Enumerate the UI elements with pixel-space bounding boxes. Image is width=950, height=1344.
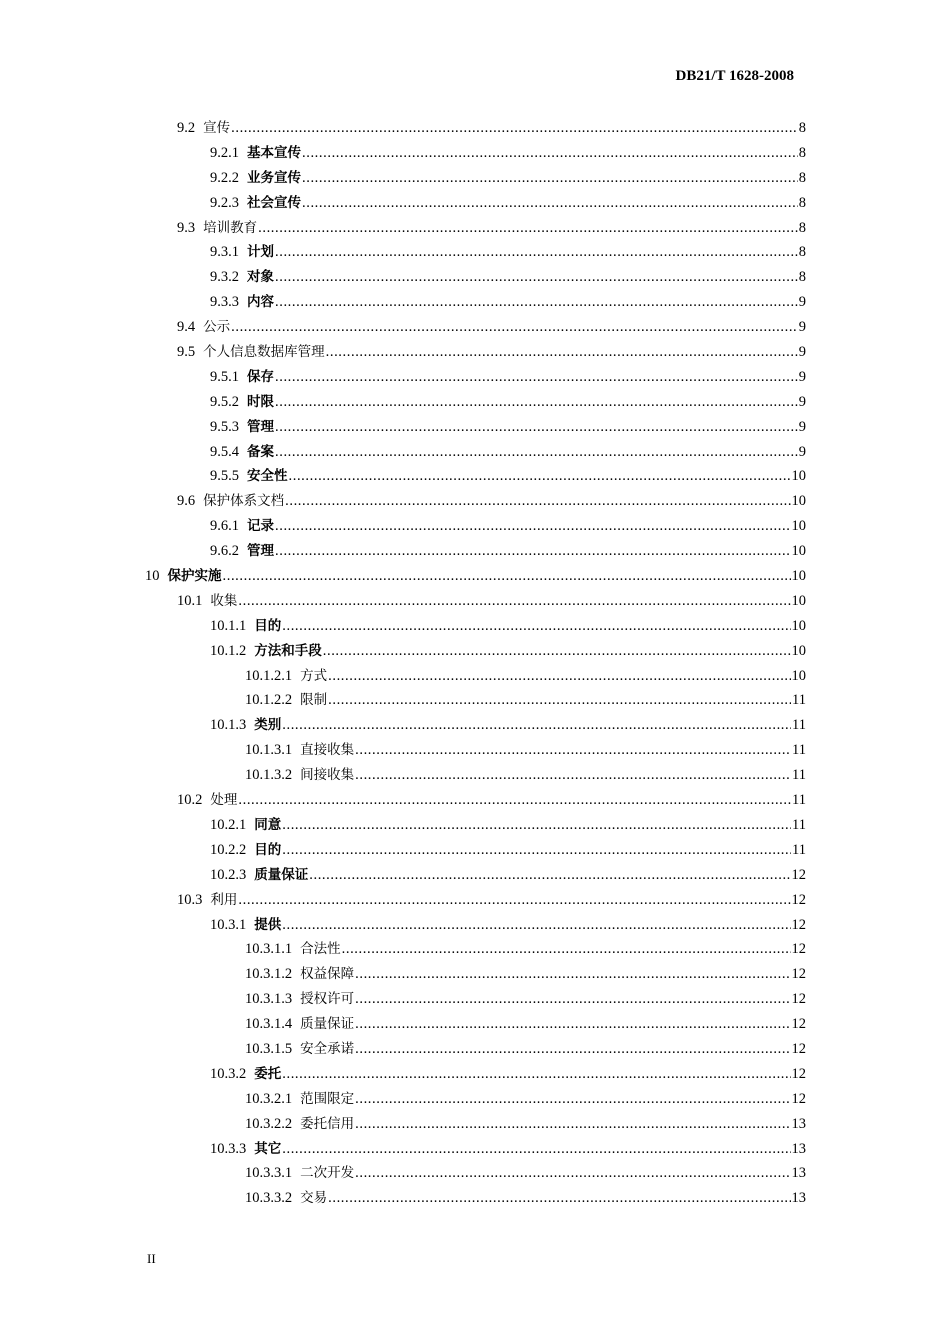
toc-entry[interactable] [0, 265, 806, 290]
toc-entry-number: 9.5.2 [210, 393, 239, 410]
page-folio: II [147, 1251, 156, 1266]
toc-entry-number: 10.3.1 [210, 916, 247, 933]
toc-entry-page: 11 [792, 717, 806, 734]
toc-entry-page: 11 [792, 767, 806, 784]
toc-entry[interactable] [0, 489, 806, 514]
toc-dot-leader [355, 987, 790, 1012]
toc-entry-number: 9.5.5 [210, 468, 239, 485]
toc-entry-number: 9.3.1 [210, 244, 239, 261]
toc-entry-number: 10.3.1.1 [245, 941, 293, 958]
toc-entry-number: 10.2 [177, 792, 203, 809]
toc-dot-leader [258, 216, 798, 241]
toc-entry[interactable] [0, 813, 806, 838]
toc-entry-number: 9.3.3 [210, 294, 239, 311]
toc-entry[interactable] [0, 738, 806, 763]
toc-dot-leader [355, 1037, 790, 1062]
toc-dot-leader [275, 240, 798, 265]
toc-entry-title: 类别 [254, 717, 282, 734]
toc-dot-leader [282, 1062, 790, 1087]
toc-entry[interactable] [0, 888, 806, 913]
toc-entry-title: 权益保障 [300, 966, 355, 983]
toc-entry-page: 8 [798, 219, 806, 236]
toc-entry-page: 12 [791, 916, 806, 933]
toc-dot-leader [282, 614, 790, 639]
toc-entry-title: 安全性 [247, 468, 288, 485]
toc-entry-number: 10.2.1 [210, 816, 247, 833]
toc-entry-title: 利用 [210, 891, 238, 908]
toc-entry-number: 10.3.1.5 [245, 1040, 293, 1057]
toc-entry-page: 11 [792, 841, 806, 858]
toc-entry[interactable] [0, 1112, 806, 1137]
toc-dot-leader [355, 1112, 790, 1137]
toc-entry-page: 12 [791, 891, 806, 908]
toc-entry-number: 10.1.2.1 [245, 667, 293, 684]
toc-entry[interactable] [0, 216, 806, 241]
toc-entry-number: 10.2.2 [210, 841, 247, 858]
toc-entry-title: 二次开发 [300, 1165, 355, 1182]
toc-dot-leader [275, 390, 798, 415]
toc-entry-title: 交易 [300, 1190, 328, 1207]
toc-entry[interactable] [0, 589, 806, 614]
toc-entry-title: 方法和手段 [254, 642, 322, 659]
toc-entry-number: 10.3.3.1 [245, 1165, 293, 1182]
toc-entry-number: 9.5.3 [210, 418, 239, 435]
toc-entry[interactable] [0, 1161, 806, 1186]
toc-entry-page: 10 [791, 617, 806, 634]
toc-entry[interactable] [0, 962, 806, 987]
toc-dot-leader [223, 564, 791, 589]
toc-dot-leader [282, 713, 791, 738]
toc-entry-title: 同意 [254, 816, 282, 833]
toc-entry-number: 9.2 [177, 120, 196, 136]
toc-dot-leader [275, 440, 798, 465]
toc-entry-page: 8 [798, 120, 806, 136]
toc-dot-leader [328, 1186, 790, 1211]
toc-entry-title: 保护体系文档 [203, 493, 285, 510]
toc-entry-title: 范围限定 [300, 1090, 355, 1107]
toc-entry-title: 限制 [300, 692, 328, 709]
toc-entry-page: 13 [791, 1140, 806, 1157]
toc-entry-number: 9.5.1 [210, 368, 239, 385]
toc-entry-number: 10 [145, 568, 160, 585]
toc-entry[interactable] [0, 166, 806, 191]
toc-entry-page: 9 [798, 344, 806, 361]
toc-entry-page: 8 [798, 169, 806, 186]
toc-entry-title: 其它 [254, 1140, 282, 1157]
toc-dot-leader [275, 265, 798, 290]
toc-entry-page: 11 [792, 742, 806, 759]
toc-entry-title: 个人信息数据库管理 [203, 344, 325, 361]
toc-entry-number: 10.1.2.2 [245, 692, 293, 709]
toc-entry-page: 11 [792, 816, 806, 833]
toc-entry-page: 10 [791, 518, 806, 535]
toc-entry-title: 授权许可 [300, 991, 355, 1008]
toc-entry[interactable] [0, 1037, 806, 1062]
toc-entry[interactable] [0, 639, 806, 664]
toc-entry[interactable] [0, 763, 806, 788]
toc-dot-leader [302, 166, 798, 191]
toc-entry-number: 10.3.1.2 [245, 966, 293, 983]
toc-entry-page: 8 [798, 144, 806, 161]
toc-entry[interactable] [0, 937, 806, 962]
toc-dot-leader [328, 688, 791, 713]
toc-dot-leader [355, 1087, 790, 1112]
toc-entry[interactable] [0, 415, 806, 440]
toc-dot-leader [355, 763, 791, 788]
toc-entry[interactable] [0, 564, 806, 589]
toc-dot-leader [355, 962, 790, 987]
toc-entry-page: 11 [792, 692, 806, 709]
toc-entry-title: 合法性 [300, 941, 341, 958]
toc-dot-leader [342, 937, 791, 962]
toc-dot-leader [282, 1137, 790, 1162]
toc-entry[interactable] [0, 191, 806, 216]
toc-entry-page: 9 [798, 418, 806, 435]
toc-entry-page: 9 [798, 443, 806, 460]
toc-entry-page: 9 [798, 368, 806, 385]
toc-dot-leader [326, 340, 798, 365]
toc-entry-page: 10 [791, 667, 806, 684]
toc-entry[interactable] [0, 464, 806, 489]
toc-entry-page: 10 [791, 568, 806, 585]
toc-entry[interactable] [0, 987, 806, 1012]
toc-entry-page: 12 [791, 966, 806, 983]
toc-entry[interactable] [0, 539, 806, 564]
toc-entry-number: 9.3.2 [210, 269, 239, 286]
toc-dot-leader [231, 315, 798, 340]
toc-entry-title: 培训教育 [203, 219, 258, 236]
toc-entry-page: 12 [791, 941, 806, 958]
toc-dot-leader [309, 863, 790, 888]
toc-dot-leader [275, 290, 798, 315]
toc-entry-page: 9 [798, 294, 806, 311]
toc-entry-title: 基本宣传 [247, 144, 301, 161]
toc-entry-title: 质量保证 [254, 866, 309, 883]
toc-dot-leader [302, 191, 798, 216]
toc-dot-leader [285, 489, 790, 514]
toc-entry-number: 10.1.1 [210, 617, 247, 634]
toc-entry-number: 9.6.2 [210, 543, 239, 560]
toc-entry-page: 10 [791, 592, 806, 609]
toc-entry-title: 对象 [247, 269, 274, 286]
toc-entry-number: 9.6.1 [210, 518, 239, 535]
toc-entry-page: 12 [791, 866, 806, 883]
toc-entry-title: 目的 [254, 617, 282, 634]
toc-entry-title: 业务宣传 [247, 169, 301, 186]
toc-entry-title: 委托 [254, 1065, 282, 1082]
table-of-contents [0, 116, 950, 1211]
toc-dot-leader [282, 838, 791, 863]
toc-entry-page: 13 [791, 1115, 806, 1132]
toc-entry-number: 9.5.4 [210, 443, 239, 460]
toc-entry-page: 11 [792, 792, 806, 809]
toc-entry-number: 9.4 [177, 319, 196, 336]
toc-entry-number: 10.3.3 [210, 1140, 247, 1157]
toc-dot-leader [302, 141, 798, 166]
toc-entry-number: 9.2.1 [210, 144, 239, 161]
toc-entry[interactable] [0, 913, 806, 938]
toc-entry-number: 10.1.3.2 [245, 767, 293, 784]
toc-dot-leader [323, 639, 791, 664]
toc-entry-number: 10.3 [177, 891, 203, 908]
toc-entry-title: 直接收集 [300, 742, 355, 759]
toc-entry[interactable] [0, 1062, 806, 1087]
toc-entry[interactable] [0, 365, 806, 390]
toc-entry[interactable] [0, 315, 806, 340]
toc-dot-leader [275, 365, 798, 390]
toc-entry[interactable] [0, 664, 806, 689]
toc-entry[interactable] [0, 788, 806, 813]
toc-entry-page: 13 [791, 1190, 806, 1207]
toc-entry-number: 9.6 [177, 493, 196, 510]
toc-entry[interactable] [0, 141, 806, 166]
toc-entry[interactable] [0, 1137, 806, 1162]
toc-entry-page: 12 [791, 1016, 806, 1033]
toc-entry-title: 社会宣传 [247, 194, 301, 211]
toc-entry[interactable] [0, 863, 806, 888]
toc-entry-title: 质量保证 [300, 1016, 355, 1033]
toc-entry[interactable] [0, 713, 806, 738]
toc-dot-leader [238, 589, 790, 614]
toc-entry-page: 9 [798, 319, 806, 336]
toc-entry-page: 8 [798, 194, 806, 211]
toc-dot-leader [289, 464, 791, 489]
toc-entry-title: 保存 [247, 368, 274, 385]
toc-entry-page: 10 [791, 543, 806, 560]
toc-entry-title: 方式 [300, 667, 328, 684]
toc-entry-number: 9.2.2 [210, 169, 239, 186]
toc-dot-leader [238, 788, 791, 813]
toc-entry-number: 10.1.3 [210, 717, 247, 734]
toc-dot-leader [355, 738, 791, 763]
toc-entry-title: 间接收集 [300, 767, 355, 784]
toc-entry-page: 8 [798, 244, 806, 261]
toc-dot-leader [238, 888, 790, 913]
toc-entry[interactable] [0, 514, 806, 539]
toc-entry-number: 9.5 [177, 344, 196, 361]
toc-entry-number: 10.3.2.2 [245, 1115, 293, 1132]
toc-entry-title: 管理 [247, 543, 274, 560]
toc-entry-title: 收集 [210, 592, 238, 609]
toc-entry-title: 时限 [247, 393, 274, 410]
toc-entry[interactable] [0, 240, 806, 265]
toc-entry-title: 保护实施 [167, 568, 222, 585]
toc-entry-title: 目的 [254, 841, 282, 858]
toc-entry-page: 8 [798, 269, 806, 286]
toc-entry-page: 13 [791, 1165, 806, 1182]
toc-entry[interactable] [0, 340, 806, 365]
toc-entry-number: 10.1.3.1 [245, 742, 293, 759]
toc-dot-leader [282, 813, 791, 838]
toc-entry-title: 宣传 [203, 120, 231, 136]
toc-entry-title: 备案 [247, 443, 274, 460]
toc-entry-number: 10.3.2.1 [245, 1090, 293, 1107]
toc-entry-title: 计划 [247, 244, 274, 261]
toc-entry[interactable] [0, 1186, 806, 1211]
toc-dot-leader [275, 415, 798, 440]
toc-entry[interactable] [0, 688, 806, 713]
toc-entry-page: 12 [791, 1090, 806, 1107]
toc-entry[interactable] [0, 290, 806, 315]
toc-entry-title: 提供 [254, 916, 282, 933]
toc-entry[interactable] [0, 440, 806, 465]
toc-entry[interactable] [0, 614, 806, 639]
toc-entry-title: 处理 [210, 792, 238, 809]
toc-entry-number: 10.3.1.3 [245, 991, 293, 1008]
toc-entry-title: 记录 [247, 518, 274, 535]
toc-entry-title: 管理 [247, 418, 274, 435]
toc-entry-page: 10 [791, 468, 806, 485]
toc-entry-title: 公示 [203, 319, 231, 336]
toc-entry[interactable] [0, 838, 806, 863]
toc-entry-title: 内容 [247, 294, 274, 311]
toc-entry-number: 10.1 [177, 592, 203, 609]
toc-entry-page: 12 [791, 1065, 806, 1082]
toc-entry-page: 12 [791, 991, 806, 1008]
toc-entry-number: 10.2.3 [210, 866, 247, 883]
toc-entry[interactable] [0, 390, 806, 415]
toc-dot-leader [282, 913, 790, 938]
toc-dot-leader [328, 664, 790, 689]
toc-entry[interactable] [0, 1087, 806, 1112]
toc-dot-leader [355, 1161, 790, 1186]
toc-entry-page: 10 [791, 493, 806, 510]
toc-entry-page: 9 [798, 393, 806, 410]
toc-entry-number: 9.2.3 [210, 194, 239, 211]
toc-entry[interactable] [0, 1012, 806, 1037]
toc-entry-title: 安全承诺 [300, 1040, 355, 1057]
toc-entry-number: 10.3.1.4 [245, 1016, 293, 1033]
toc-entry-number: 10.3.3.2 [245, 1190, 293, 1207]
toc-dot-leader [355, 1012, 790, 1037]
toc-entry-number: 10.3.2 [210, 1065, 247, 1082]
toc-entry-number: 9.3 [177, 219, 196, 236]
toc-entry-page: 12 [791, 1040, 806, 1057]
toc-dot-leader [275, 539, 791, 564]
toc-entry-number: 10.1.2 [210, 642, 247, 659]
document-code-header: DB21/T 1628-2008 [675, 68, 794, 84]
toc-entry[interactable] [0, 116, 806, 141]
toc-entry-page: 10 [791, 642, 806, 659]
toc-dot-leader [231, 116, 798, 141]
toc-entry-title: 委托信用 [300, 1115, 355, 1132]
toc-dot-leader [275, 514, 791, 539]
